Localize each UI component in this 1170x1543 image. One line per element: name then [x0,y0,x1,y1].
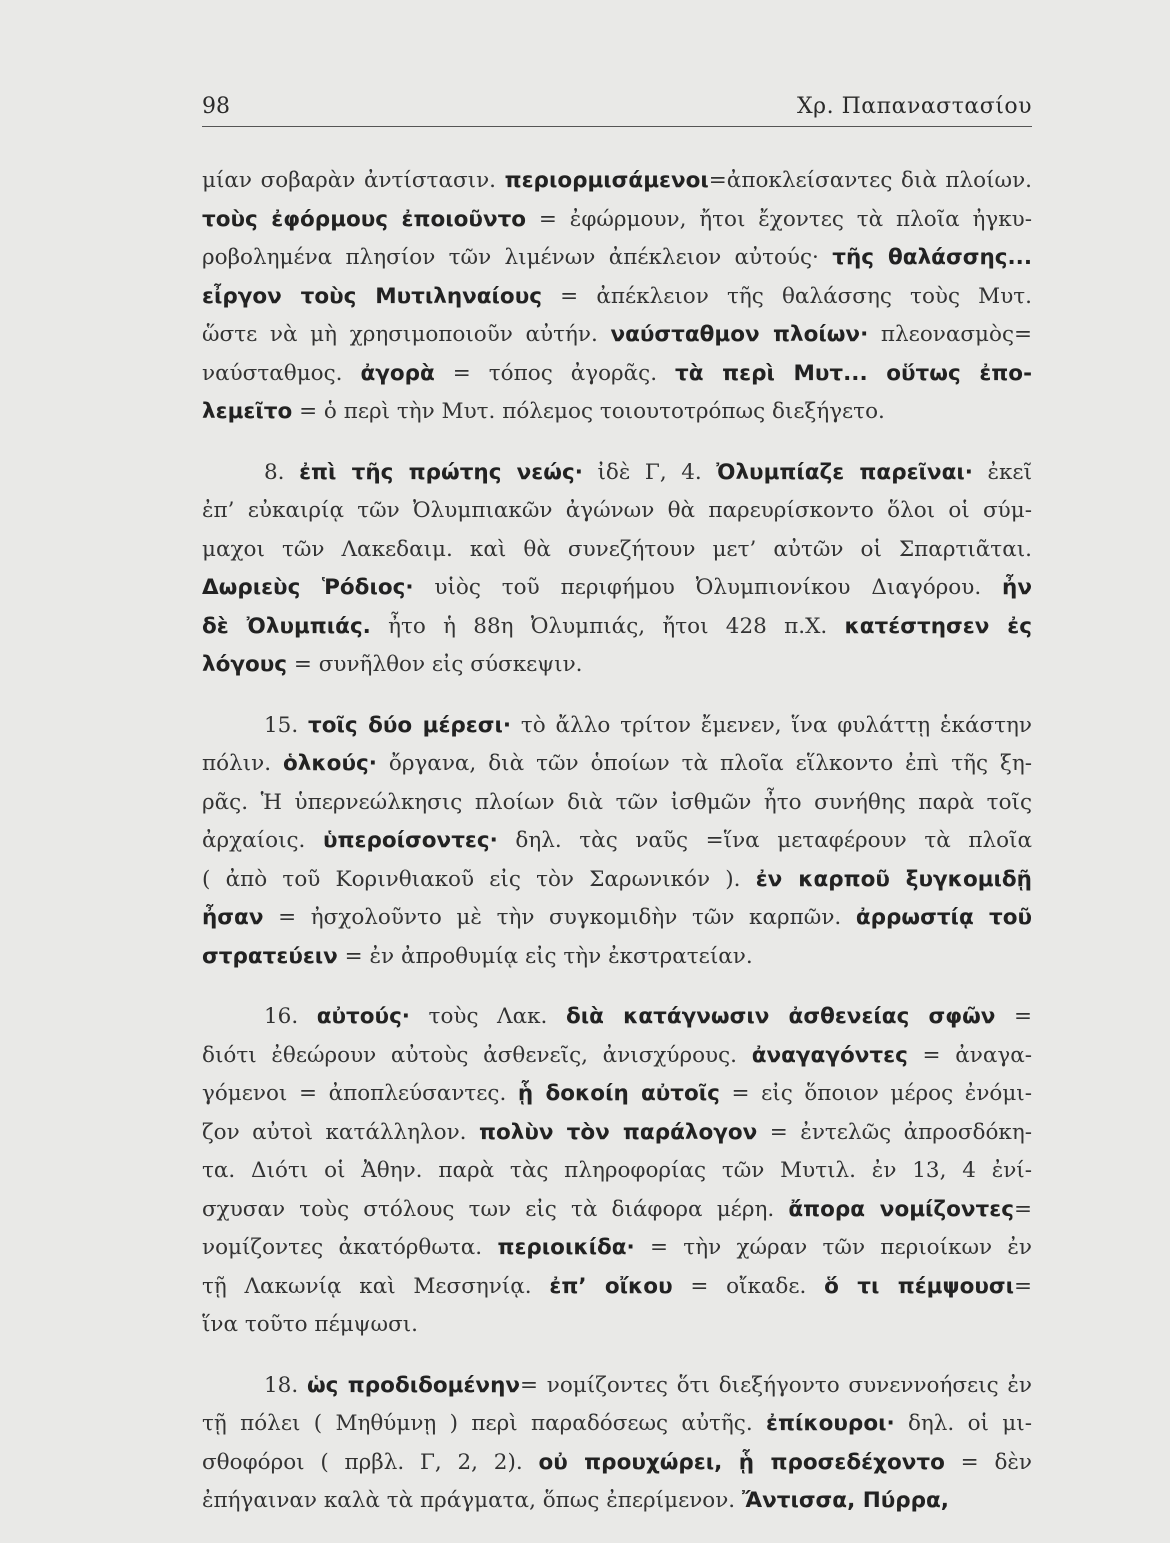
text-line [202,938,1032,977]
gloss-text: ζον αὐτοὶ κατάλληλον. [202,1119,479,1145]
lemma-term: τὰ περὶ Μυτ... οὕτως ἐπο- [675,360,1032,386]
gloss-text: = [1013,1196,1032,1222]
commentary-paragraph [202,162,1032,432]
lemma-term: ναύσταθμον πλοίων· [610,322,869,347]
text-line [202,1191,1032,1230]
text-line [202,998,1032,1037]
gloss-text: τῇ Λακωνίᾳ καὶ Μεσσηνίᾳ. [202,1273,550,1299]
gloss-text: = ἠσχολοῦντο μὲ τὴν συγκομιδὴν τῶν καρπῶν. [263,905,856,930]
lemma-term: ὅ τι πέμψουσι [824,1273,1014,1299]
text-line [202,1482,1032,1521]
gloss-text: σθοφόροι ( πρβλ. Γ, 2, 2). [202,1449,539,1475]
commentary-paragraph [202,1367,1032,1521]
commentary-text [202,162,1032,1543]
lemma-term: ἐν καρποῦ ξυγκομιδῇ [755,866,1032,892]
text-line [202,899,1032,938]
lemma-term: ὡς προδιδομένην [306,1372,521,1398]
gloss-text: 15. [264,712,309,738]
lemma-term: περιοικίδα· [497,1235,635,1260]
gloss-text: ἵνα τοῦτο πέμψωσι. [202,1312,419,1337]
text-line [202,1367,1032,1406]
gloss-text: = τόπος ἀγορᾶς. [434,360,676,386]
gloss-text: 8. [264,459,300,485]
running-head: Χρ. Παπαναστασίου [797,94,1032,119]
gloss-text: = ἐντελῶς ἀπροσδόκη- [757,1119,1032,1145]
lemma-term: ὑπεροίσοντες· [323,828,498,853]
gloss-text: τοὺς Λακ. [409,1004,566,1029]
lemma-term: ἀναγαγόντες [751,1042,908,1068]
gloss-text: ἀρχαίοις. [202,828,323,853]
text-line [202,569,1032,608]
text-line [202,355,1032,394]
text-line [202,393,1032,432]
gloss-text: τὸ ἄλλο τρίτον ἔμενεν, ἵνα φυλάττῃ ἑκάστην [511,712,1032,738]
gloss-text: σχυσαν τοὺς στόλους των εἰς τὰ διάφορα μέρη. [202,1196,789,1222]
header-rule [202,126,1032,127]
gloss-text: ὥστε νὰ μὴ χρησιμοποιοῦν αὐτήν. [202,322,611,347]
text-line [202,784,1032,823]
lemma-term: ἐπὶ τῆς πρώτης νεώς· [299,459,583,485]
lemma-term: πολὺν τὸν παράλογον [478,1119,758,1145]
text-line [202,1114,1032,1153]
gloss-text: γόμενοι = ἀποπλεύσαντες. [202,1081,518,1106]
gloss-text: δηλ. οἱ μι- [894,1411,1032,1436]
gloss-text: ἦτο ἡ 88η Ὀλυμπιάς, ἤτοι 428 π.Χ. [370,613,845,639]
gloss-text: τῇ πόλει ( Μηθύμνῃ ) περὶ παραδόσεως αὐτῆς. [202,1411,767,1436]
gloss-text: =ἀποκλείσαντες διὰ πλοίων. [708,168,1032,193]
gloss-text: = ὁ περὶ τὴν Μυτ. πόλεμος τοιουτοτρόπως διεξήγετο. [292,399,885,424]
lemma-term: κατέστησεν ἐς [844,613,1032,639]
lemma-term: διὰ κατάγνωσιν ἀσθενείας σφῶν [565,1004,996,1029]
gloss-text: = νομίζοντες ὅτι διεξήγοντο συνεννοήσεις ἐν [520,1372,1032,1398]
text-line [202,707,1032,746]
lemma-term: τῆς θαλάσσης... [832,245,1032,270]
gloss-text: δηλ. τὰς ναῦς =ἵνα μεταφέρουν τὰ πλοῖα [497,828,1032,853]
gloss-text: πόλιν. [202,751,284,776]
lemma-term: τοῖς δύο μέρεσι· [308,712,512,738]
text-line [202,531,1032,570]
gloss-text: = συνῆλθον εἰς σύσκεψιν. [287,652,583,677]
lemma-term: Ἄντισσα, Πύρρα, [741,1488,949,1513]
commentary-paragraph [202,454,1032,685]
text-line [202,239,1032,278]
text-line [202,1229,1032,1268]
gloss-text: = οἴκαδε. [672,1273,825,1299]
text-line [202,608,1032,647]
gloss-text: = τὴν χώραν τῶν περιοίκων ἐν [634,1235,1032,1260]
gloss-text: = [1014,1273,1032,1299]
text-line [202,278,1032,317]
lemma-term: ἦσαν [202,905,264,930]
lemma-term: ὁλκούς· [283,751,377,776]
gloss-text: ἐπ’ εὐκαιρίᾳ τῶν Ὀλυμπιακῶν ἀγώνων θὰ παρευρίσκοντο ὅλοι οἱ σύμ- [202,498,1032,523]
lemma-term: ἦν [1002,575,1032,600]
gloss-text: = ἐν ἀπροθυμίᾳ εἰς τὴν ἐκστρατείαν. [337,943,753,969]
lemma-term: Ὀλυμπίαζε παρεῖναι· [716,459,973,485]
text-line [202,1152,1032,1191]
text-line [202,861,1032,900]
gloss-text: ὄργανα, διὰ τῶν ὁποίων τὰ πλοῖα εἵλκοντο ἐπὶ τῆς ξη- [376,751,1032,776]
commentary-paragraph [202,998,1032,1345]
text-line [202,162,1032,201]
gloss-text: ἐπήγαιναν καλὰ τὰ πράγματα, ὅπως ἐπερίμενον. [202,1488,742,1513]
gloss-text: ροβολημένα πλησίον τῶν λιμένων ἀπέκλειον αὐτούς· [202,245,833,270]
gloss-text: πλεονασμὸς= [868,322,1032,347]
gloss-text: μαχοι τῶν Λακεδαιμ. καὶ θὰ συνεζήτουν μετ’ αὐτῶν οἱ Σπαρτιᾶται. [202,536,1032,562]
gloss-text: διότι ἐθεώρουν αὐτοὺς ἀσθενεῖς, ἀνισχύρους. [202,1042,752,1068]
lemma-term: αὐτούς· [316,1004,410,1029]
gloss-text: τα. Διότι οἱ Ἀθην. παρὰ τὰς πληροφορίας τῶν Μυτιλ. ἐν 13, 4 ἐνί- [202,1158,1032,1183]
text-line [202,1405,1032,1444]
gloss-text: ἐκεῖ [972,459,1032,485]
text-line [202,492,1032,531]
gloss-text: = ἐφώρμουν, ἤτοι ἔχοντες τὰ πλοῖα ἠγκυ- [526,206,1032,232]
gloss-text: = [995,1004,1032,1029]
gloss-text: ναύσταθμος. [202,360,361,386]
lemma-term: Δωριεὺς Ῥόδιος· [202,575,414,600]
gloss-text: 18. [264,1372,307,1398]
lemma-term: τοὺς ἐφόρμους ἐποιοῦντο [202,206,527,232]
gloss-text: = δὲν [944,1449,1032,1475]
lemma-term: λεμεῖτο [202,399,293,424]
lemma-term: ἀρρωστίᾳ τοῦ [855,905,1032,930]
lemma-term: ᾗ δοκοίη αὐτοῖς [517,1081,720,1106]
gloss-text: ( ἀπὸ τοῦ Κορινθιακοῦ εἰς τὸν Σαρωνικόν ). [202,866,756,892]
gloss-text: ρᾶς. Ἡ ὑπερνεώλκησις πλοίων διὰ τῶν ἰσθμῶν ἦτο συνήθης παρὰ τοῖς [202,789,1032,815]
text-line [202,316,1032,355]
lemma-term: εἶργον τοὺς Μυτιληναίους [202,283,542,309]
gloss-text: υἱὸς τοῦ περιφήμου Ὀλυμπιονίκου Διαγόρου. [413,575,1003,600]
gloss-text: = ἀπέκλειον τῆς θαλάσσης τοὺς Μυτ. [541,283,1032,309]
text-line [202,1075,1032,1114]
text-line [202,201,1032,240]
page-header [202,90,1032,126]
gloss-text: = εἰς ὅποιον μέρος ἐνόμι- [719,1081,1032,1106]
gloss-text: μίαν σοβαρὰν ἀντίστασιν. [202,168,505,193]
lemma-term: οὐ προυχώρει, ᾗ προσεδέχοντο [538,1449,945,1475]
text-line [202,1306,1032,1345]
gloss-text: ἰδὲ Γ, 4. [582,459,717,485]
text-line [202,822,1032,861]
lemma-term: ἀγορὰ [360,360,435,386]
lemma-term: ἄπορα νομίζοντες [788,1196,1014,1222]
lemma-term: δὲ Ὀλυμπιάς. [202,613,371,639]
text-line [202,1268,1032,1307]
lemma-term: περιορμισάμενοι [504,168,709,193]
lemma-term: ἐπ’ οἴκου [549,1273,673,1299]
gloss-text: 16. [264,1004,317,1029]
page-number: 98 [202,94,230,119]
text-line [202,1037,1032,1076]
text-line [202,1444,1032,1483]
text-line [202,454,1032,493]
lemma-term: στρατεύειν [202,943,338,969]
gloss-text: νομίζοντες ἀκατόρθωτα. [202,1235,498,1260]
gloss-text: = ἀναγα- [907,1042,1032,1068]
lemma-term: λόγους [202,652,288,677]
text-line [202,745,1032,784]
commentary-paragraph [202,707,1032,977]
text-line [202,646,1032,685]
lemma-term: ἐπίκουροι· [766,1411,895,1436]
